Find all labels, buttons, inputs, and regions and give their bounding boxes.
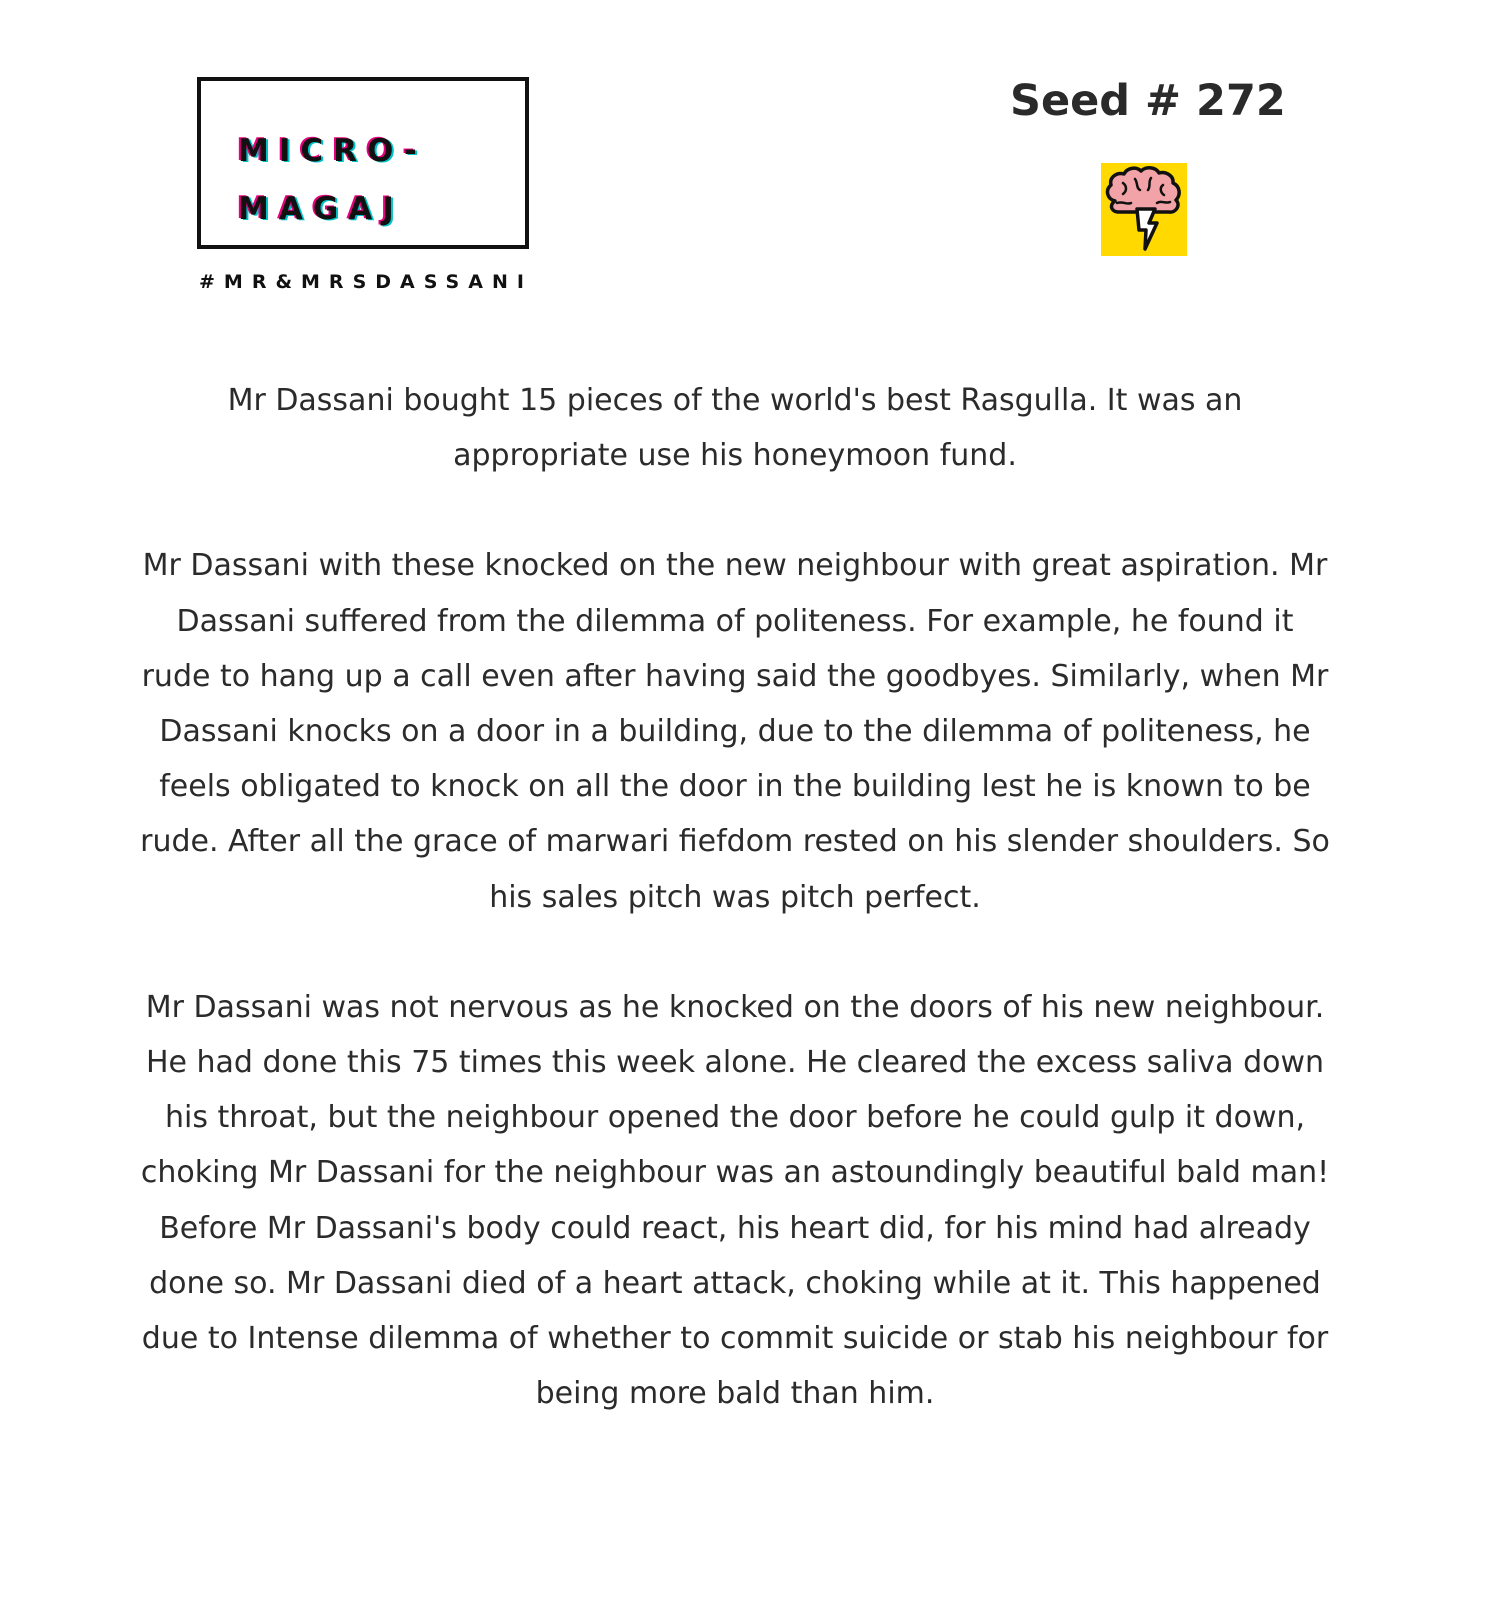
story-paragraph-1: Mr Dassani bought 15 pieces of the world's best Rasgulla. It was an appropriate use his honeymoon fund. [227,383,1243,474]
logo-line-2: MAGAJ [238,191,404,227]
story-paragraph-2: Mr Dassani with these knocked on the new neighbour with great aspiration. Mr Dassani suffered from the dilemma of politeness. For example, he found it rude to hang up a call even after having said the goodbyes. Similarly, when Mr Dassani knocks on a door in a building, due to the dilemma of politeness, he feels obligated to knock on all the door in the building lest he is known to be rude. After all the grace of marwari fiefdom rested on his slender shoulders. So his sales pitch was pitch perfect. [140,548,1330,915]
brain-lightning-icon [1101,163,1187,256]
logo-line-1: MICRO- [238,133,427,169]
story-body [140,373,1330,1421]
story-paragraph-3: Mr Dassani was not nervous as he knocked on the doors of his new neighbour. He had done this 75 times this week alone. He cleared the excess saliva down his throat, but the neighbour opened the door before he could gulp it down, choking Mr Dassani for the neighbour was an astoundingly beautiful bald man! Before Mr Dassani's body could react, his heart did, for his mind had already done so. Mr Dassani died of a heart attack, choking while at it. This happened due to Intense dilemma of whether to commit suicide or stab his neighbour for being more bald than him. [140,989,1330,1412]
seed-title: Seed # 272 [1010,76,1286,126]
logo-box [197,77,529,249]
hashtag: #MR&MRSDASSANI [199,271,533,293]
